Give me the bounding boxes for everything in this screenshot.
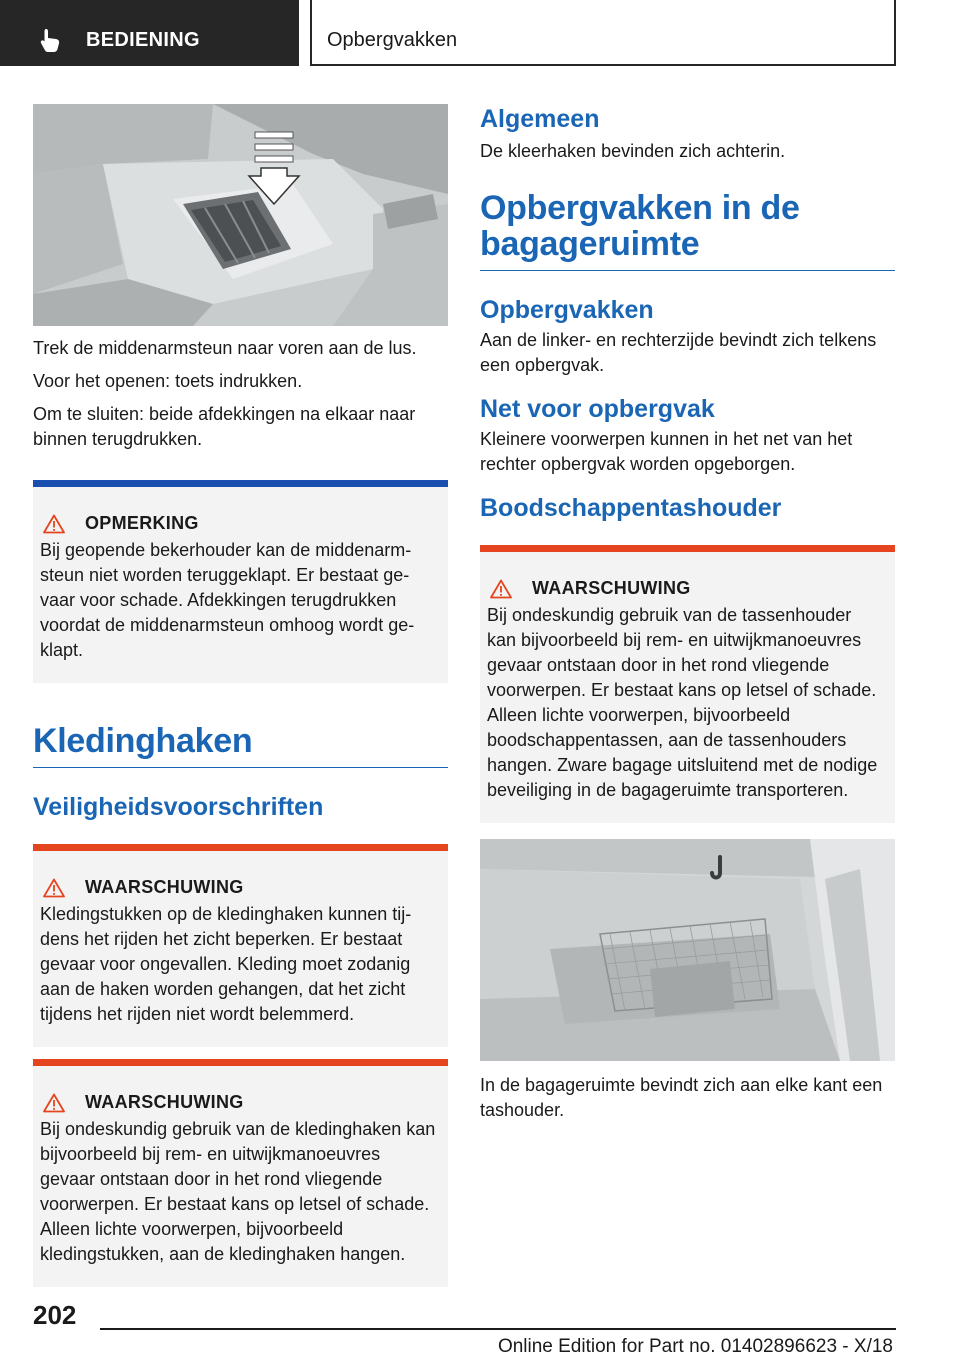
warning-text: Bij ondeskundig gebruik van de kledinghaken kan bijvoorbeeld bij rem- en uitwijkmanoeuvres gevaar ontstaan door in het rond vliegende voorwerpen. Er bestaat kans op letsel of schade. Alleen lichte voorwerpen, bijvoorbeeld kledingstukken, aan de kledinghaken hangen.	[40, 1119, 436, 1264]
page-number: 202	[33, 1300, 77, 1330]
warning-title: WAARSCHUWING	[85, 877, 244, 897]
warning-triangle-icon	[43, 878, 65, 898]
heading-compartments: Opbergvakken	[480, 296, 654, 324]
intro-line: Trek de middenarmsteun naar voren aan de lus.	[33, 338, 417, 358]
warning-text: Kledingstukken op de kledinghaken kunnen tijdens het rijden het zicht beperken. Er bestaat gevaar voor ongevallen. Kleding moet zodanig aan de haken worden gehangen, dat het zicht tijdens het rijden niet wordt belemmerd.	[40, 904, 412, 1024]
heading-safety: Veiligheidsvoorschriften	[33, 793, 324, 821]
armrest-photo	[33, 104, 448, 326]
trunk-caption: In de bagageruimte bevindt zich aan elke kant een tashouder.	[480, 1075, 883, 1120]
edition-text: Online Edition for Part no. 01402896623 - X/18	[497, 1336, 893, 1357]
heading-storage-luggage: Opbergvakken in de bagageruimte	[480, 190, 895, 271]
net-text: Kleinere voorwerpen kunnen in het net van het rechter opbergvak worden opgeborgen.	[480, 429, 853, 474]
note-title: OPMERKING	[85, 513, 199, 533]
footer-divider	[100, 1328, 896, 1330]
warning-title: WAARSCHUWING	[532, 578, 691, 598]
caution-triangle-icon	[43, 514, 65, 534]
hand-pointer-icon	[38, 27, 64, 53]
chapter-title: Opbergvakken	[327, 29, 458, 51]
note-text: Bij geopende bekerhouder kan de middenarmsteun niet worden teruggeklapt. Er bestaat gevaar voor schade. Afdekkingen terugdrukken voordat de middenarmsteun omhoog wordt geklapt.	[40, 540, 415, 660]
heading-kledinghaken: Kledinghaken	[33, 723, 448, 768]
warning-text: Bij ondeskundig gebruik van de tassenhouder kan bijvoorbeeld bij rem- en uitwijkmanoeuvres gevaar ontstaan door in het rond vliegende voorwerpen. Er bestaat kans op letsel of schade. Alleen lichte voorwerpen, bijvoorbeeld boodschappentassen, aan de tassenhouders hangen. Zware bagage uitsluitend met de nodige beveiliging in de bagageruimte transporteren.	[487, 605, 878, 800]
warning-box	[33, 1059, 448, 1287]
left-column	[33, 104, 448, 1287]
trunk-illustration	[480, 839, 895, 1061]
trunk-photo	[480, 839, 895, 1061]
page-header	[0, 0, 960, 66]
warning-title: WAARSCHUWING	[85, 1092, 244, 1112]
chapter-tab	[310, 0, 896, 66]
warning-box	[480, 545, 895, 823]
warning-triangle-icon	[490, 579, 512, 599]
heading-bag-holder: Boodschappentashouder	[480, 494, 782, 522]
intro-line: Voor het openen: toets indrukken.	[33, 371, 303, 391]
heading-general: Algemeen	[480, 105, 600, 133]
general-text: De kleerhaken bevinden zich achterin.	[480, 141, 786, 161]
section-tab	[0, 0, 299, 66]
compartments-text: Aan de linker- en rechterzijde bevindt zich telkens een opbergvak.	[480, 330, 877, 375]
heading-net: Net voor opbergvak	[480, 395, 715, 423]
warning-box	[33, 844, 448, 1047]
armrest-illustration	[33, 104, 448, 326]
intro-line: Om te sluiten: beide afdekkingen na elkaar naar binnen terugdrukken.	[33, 404, 416, 449]
note-box	[33, 480, 448, 683]
right-column	[480, 104, 895, 1123]
section-title: BEDIENING	[86, 29, 200, 51]
warning-triangle-icon	[43, 1093, 65, 1113]
